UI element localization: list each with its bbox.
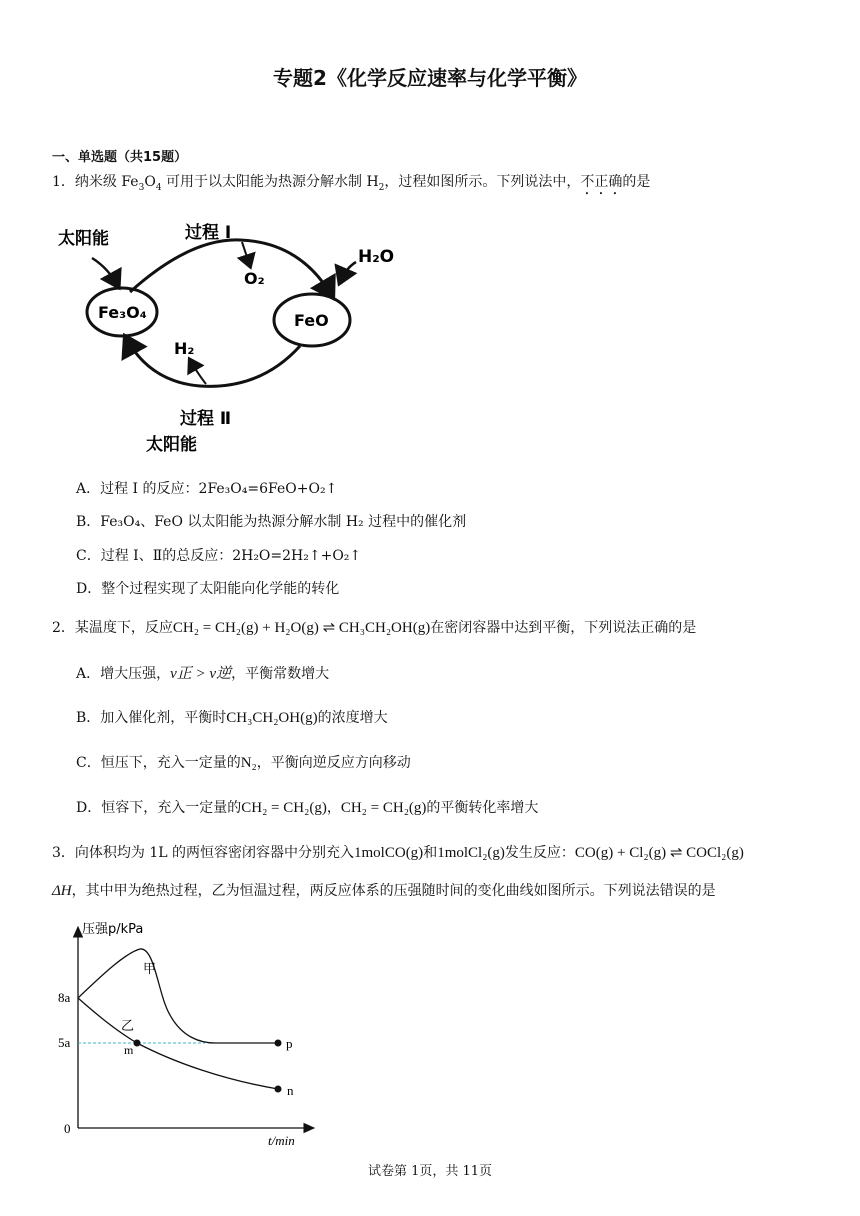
- o2-label: O₂: [244, 269, 265, 288]
- q1-stem: 1．纳米级 $Fe_3O_4$ 可用于以太阳能为热源分解水制 $H_2$，过程如图所示。下列说法中，不正确的是: [52, 174, 651, 193]
- point-p-label: p: [286, 1036, 293, 1051]
- y-tick-8a: 8a: [58, 990, 71, 1005]
- emphasis-text: 不正确: [580, 174, 623, 190]
- o2-arrow: [242, 242, 250, 266]
- process-2-label: 过程 Ⅱ: [180, 409, 232, 429]
- q1-option-b: B．Fe₃O₄、FeO 以太阳能为热源分解水制 H₂ 过程中的催化剂: [76, 514, 467, 530]
- series-yi-label: 乙: [121, 1019, 135, 1034]
- h2-arrow: [190, 360, 206, 384]
- cycle-diagram: [0, 200, 860, 500]
- q1-option-c: C．过程 I、Ⅱ的总反应：2H₂O=2H₂↑+O₂↑: [76, 548, 362, 564]
- point-n-label: n: [287, 1083, 294, 1098]
- q2-stem: 2．某温度下，反应CH₂ = CH₂(g) + H₂O(g) ⇌ CH₃CH₂OH(g)在密闭容器中达到平衡，下列说法正确的是: [52, 620, 697, 636]
- h2-label: H₂: [174, 339, 195, 358]
- point-p: [275, 1040, 282, 1047]
- point-m-label: m: [124, 1043, 134, 1057]
- point-m: [134, 1040, 141, 1047]
- x-axis-label: t/min: [268, 1133, 295, 1148]
- sun-label-2: 太阳能: [146, 435, 197, 455]
- h2o-arrow: [340, 262, 356, 282]
- q2-option-c: C．恒压下，充入一定量的N₂，平衡向逆反应方向移动: [76, 755, 411, 771]
- sun-arrow-1: [92, 258, 118, 286]
- origin-label: 0: [64, 1121, 71, 1136]
- point-n: [275, 1086, 282, 1093]
- q2-option-a: A．增大压强，v正 > v逆，平衡常数增大: [76, 666, 330, 682]
- h2o-label: H₂O: [358, 247, 395, 267]
- q1-option-d: D．整个过程实现了太阳能向化学能的转化: [76, 581, 340, 597]
- y-axis-label: 压强p/kPa: [82, 922, 144, 937]
- series-jia-curve: [78, 949, 278, 1043]
- q3-stem-line1: 3．向体积均为 1L 的两恒容密闭容器中分别充入1molCO(g)和1molCl₂(g)发生反应：CO(g) + Cl₂(g) ⇌ COCl₂(g): [52, 845, 744, 861]
- q3-stem-line2: ΔH，其中甲为绝热过程，乙为恒温过程，两反应体系的压强随时间的变化曲线如图所示。下列说法错误的是: [52, 883, 716, 899]
- process-2-arrow: [126, 338, 300, 386]
- q2-option-d: D．恒容下，充入一定量的CH₂ = CH₂(g)，CH₂ = CH₂(g)的平衡转化率增大: [76, 800, 539, 816]
- y-tick-5a: 5a: [58, 1035, 71, 1050]
- page-title: 专题2《化学反应速率与化学平衡》: [273, 66, 587, 90]
- sun-label-1: 太阳能: [58, 229, 109, 249]
- section-heading: 一、单选题（共15题）: [52, 150, 188, 165]
- process-1-arrow: [130, 240, 332, 296]
- pressure-chart: [0, 915, 860, 1155]
- fe3o4-label: Fe₃O₄: [98, 303, 147, 322]
- feo-label: FeO: [294, 311, 329, 330]
- process-1-label: 过程 Ⅰ: [185, 223, 232, 243]
- q1-option-a: A．过程 I 的反应：2Fe₃O₄=6FeO+O₂↑: [76, 481, 338, 497]
- q2-option-b: B．加入催化剂，平衡时CH₃CH₂OH(g)的浓度增大: [76, 710, 388, 726]
- series-jia-label: 甲: [143, 962, 157, 977]
- q2-equation: CH₂ = CH₂(g) + H₂O(g) ⇌ CH₃CH₂OH(g): [172, 620, 431, 636]
- page-footer: 试卷第 1页，共 11页: [367, 1164, 493, 1179]
